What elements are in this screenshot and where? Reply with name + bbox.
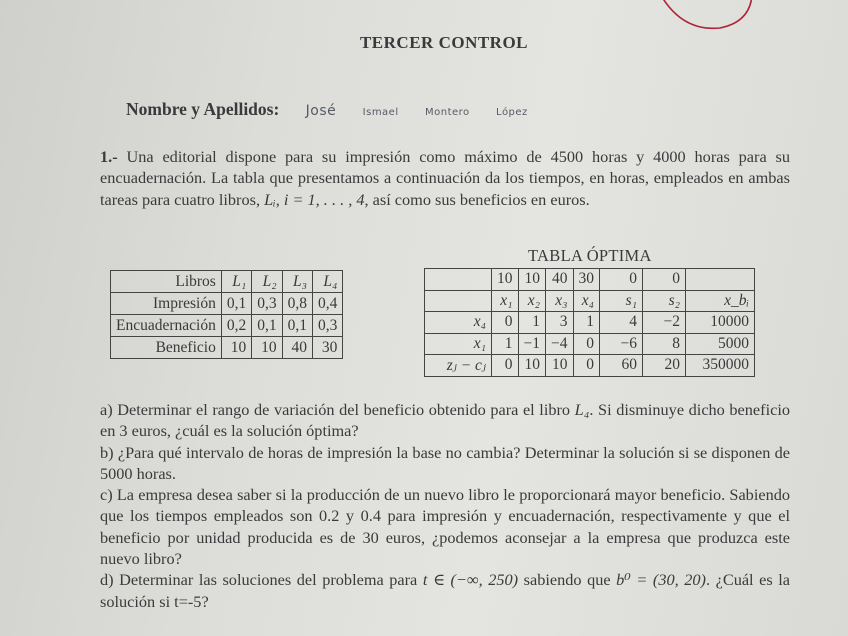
table-header-row [111, 271, 343, 293]
name-label: Nombre y Apellidos: [126, 99, 280, 119]
table-cell: s₁ [600, 290, 643, 312]
handwritten-first-name: José [305, 103, 337, 119]
data-table [110, 270, 343, 359]
table-cell: 10000 [686, 312, 755, 334]
table-cell: 0,1 [221, 293, 251, 315]
table-cell: 0 [492, 355, 519, 377]
table-cell: 0 [492, 312, 519, 334]
table-cell: Beneficio [111, 337, 222, 359]
table-cell: s₂ [643, 290, 686, 312]
table-cell: x₄ [425, 312, 492, 334]
optimal-table [424, 268, 755, 377]
question-text: d) Determinar las soluciones del problema para [100, 570, 423, 590]
handwritten-surname-2: López [496, 107, 528, 118]
table-cell: 60 [600, 355, 643, 377]
table-cell: 40 [282, 337, 312, 359]
table-cell: 3 [546, 312, 574, 334]
table-cell: 1 [573, 312, 600, 334]
table-cell: 40 [546, 269, 574, 291]
question-text: sabiendo que [518, 570, 617, 590]
table-cell: 1 [518, 312, 546, 334]
table-cell: x₁ [492, 290, 519, 312]
table-cell: 0,8 [282, 293, 312, 315]
table-cell: Encuadernación [111, 315, 222, 337]
table-cell: Libros [111, 271, 222, 293]
table-cell: 0,4 [312, 293, 342, 315]
problem-math: Lᵢ, i = 1, . . . , 4 [264, 189, 365, 209]
table-row [425, 333, 755, 355]
question-text: a) Determinar el rango de variación del beneficio obtenido para el libro [100, 400, 575, 419]
table-cell: 0 [573, 355, 600, 377]
problem-text: Una editorial dispone para su impresión como máximo de 4500 horas y 4000 horas para su encuadernación. La tabla que presentamos a continuación da los tiempos, en horas, empleados en ambas tareas para cuatro libros, [100, 147, 790, 209]
table-cell: 350000 [686, 355, 755, 377]
problem-statement [100, 146, 790, 210]
table-cell: 1 [492, 333, 519, 355]
table-cell: 10 [518, 269, 546, 291]
table-row [111, 337, 343, 359]
table-cell: 20 [643, 355, 686, 377]
question-math: L₄ [574, 400, 590, 419]
name-field [126, 99, 528, 120]
question-b: b) ¿Para qué intervalo de horas de impresión la base no cambia? Determinar la solución si se disponen de 5000 horas. [100, 442, 790, 483]
reduced-cost-row [425, 355, 755, 377]
table-cell: L₂ [252, 271, 282, 293]
table-cell: L₄ [312, 271, 342, 293]
table-row [111, 315, 343, 337]
table-cell [425, 269, 492, 291]
question-text: . Si disminuye dicho beneficio en 3 euros, ¿cuál es la solución óptima? [100, 400, 790, 441]
table-cell: 0 [573, 333, 600, 355]
table-cell: 0,3 [312, 315, 342, 337]
page-title: TERCER CONTROL [359, 33, 529, 52]
table-cell: 0,2 [221, 315, 251, 337]
questions [100, 399, 790, 612]
table-cell: −2 [643, 312, 686, 334]
table-cell: x₂ [518, 290, 546, 312]
handwritten-surname-1: Montero [425, 107, 470, 118]
problem-text-end: , así como sus beneficios en euros. [364, 189, 590, 209]
question-c: c) La empresa desea saber si la producción de un nuevo libro le proporcionará mayor beneficio. Sabiendo que los tiempos empleados son 0.2 y 0.4 para impresión y encuadernación, respectivamente y que el beneficio por unidad producida es de 30 euros, ¿podemos aconsejar a la empresa que produzca este nuevo libro? [100, 485, 790, 569]
table-cell: 10 [518, 355, 546, 377]
table-cell: L₃ [282, 271, 312, 293]
problem-number: 1.- [100, 147, 118, 166]
cost-row [425, 269, 755, 291]
question-d [100, 569, 790, 612]
table-cell: x₄ [573, 290, 600, 312]
table-cell: Impresión [111, 293, 222, 315]
variable-row [425, 290, 755, 312]
table-cell: 30 [573, 269, 600, 291]
table-cell: 30 [312, 337, 342, 359]
table-cell: zⱼ − cⱼ [425, 355, 492, 377]
handwritten-circle-mark [640, 0, 770, 35]
table-cell: 10 [221, 337, 251, 359]
table-cell: 0 [600, 269, 643, 291]
table-cell: −6 [600, 333, 643, 355]
table-cell: L₁ [221, 271, 251, 293]
question-math: b⁰ = (30, 20) [616, 570, 706, 590]
table-cell: 10 [546, 355, 574, 377]
table-cell: x_bᵢ [686, 290, 755, 312]
table-cell [425, 290, 492, 312]
question-math: t ∈ (−∞, 250) [422, 570, 519, 590]
table-row [111, 293, 343, 315]
table-cell: 10 [252, 337, 282, 359]
table-cell: x₃ [546, 290, 574, 312]
handwritten-middle-name: Ismael [362, 107, 399, 118]
table-cell: 4 [600, 312, 643, 334]
table-cell: 8 [643, 333, 686, 355]
table-cell: 0,3 [252, 293, 282, 315]
table-row [425, 312, 755, 334]
table-cell: −4 [546, 333, 574, 355]
table-cell: 0 [643, 269, 686, 291]
question-text: . ¿Cuál es la solución si t=-5? [100, 570, 791, 611]
table-cell: 10 [492, 269, 519, 291]
optimal-table-title: TABLA ÓPTIMA [528, 246, 652, 265]
table-cell: x₁ [425, 333, 492, 355]
table-cell [686, 269, 755, 291]
table-cell: 0,1 [282, 315, 312, 337]
table-cell: 5000 [686, 333, 755, 355]
table-cell: 0,1 [252, 315, 282, 337]
question-a [100, 399, 790, 442]
table-cell: −1 [518, 333, 546, 355]
